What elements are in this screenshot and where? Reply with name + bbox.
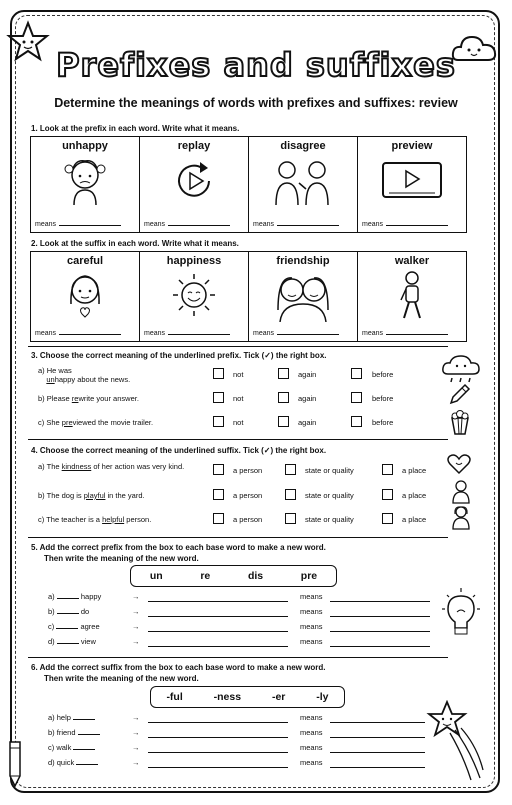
section-divider bbox=[28, 537, 448, 538]
option-a-person: a person bbox=[233, 515, 263, 524]
tick-box[interactable] bbox=[213, 464, 224, 475]
q6-instruction: 6. Add the correct suffix from the box to each base word to make a new word. bbox=[31, 663, 326, 672]
means-label: means bbox=[300, 713, 323, 722]
option-a-person: a person bbox=[233, 466, 263, 475]
q5-item: a) happy bbox=[48, 592, 102, 601]
q3-item-a: a) He was unhappy about the news. bbox=[38, 366, 131, 384]
option-state-or-quality: state or quality bbox=[305, 491, 354, 500]
q6-item: a) help bbox=[48, 713, 95, 722]
arrow: → bbox=[132, 758, 140, 767]
new-word-line[interactable] bbox=[148, 646, 288, 647]
meaning-line[interactable] bbox=[330, 631, 430, 632]
option-state-or-quality: state or quality bbox=[305, 466, 354, 475]
means-label: means bbox=[300, 743, 323, 752]
q2-cell bbox=[358, 252, 467, 342]
q1-cell bbox=[249, 137, 358, 233]
q4-instruction: 4. Choose the correct meaning of the underlined suffix. Tick (✓) the right box. bbox=[31, 446, 327, 455]
suffix-option: -ness bbox=[213, 691, 242, 703]
page-subtitle: Determine the meanings of words with prefixes and suffixes: review bbox=[54, 96, 458, 110]
arrow: → bbox=[132, 592, 140, 601]
video-player-icon bbox=[379, 155, 445, 207]
q6-item: b) friend bbox=[48, 728, 100, 737]
meaning-line[interactable] bbox=[330, 722, 425, 723]
q4-item-a: a) The kindness of her action was very kind. bbox=[38, 462, 185, 471]
option-before: before bbox=[372, 370, 394, 379]
q4-item-b: b) The dog is playful in the yard. bbox=[38, 491, 145, 500]
tick-box[interactable] bbox=[351, 368, 362, 379]
option-a-place: a place bbox=[402, 466, 427, 475]
blank[interactable] bbox=[57, 613, 79, 614]
new-word-line[interactable] bbox=[148, 752, 288, 753]
suffix-option: -er bbox=[271, 691, 286, 703]
q6-item: d) quick bbox=[48, 758, 98, 767]
q1-cell bbox=[31, 137, 140, 233]
pencil-icon bbox=[4, 738, 40, 790]
teacher-icon bbox=[450, 506, 472, 530]
means-label: means bbox=[300, 728, 323, 737]
means-label: means bbox=[300, 607, 323, 616]
child-dog-icon bbox=[450, 480, 472, 504]
blank[interactable] bbox=[57, 643, 79, 644]
new-word-line[interactable] bbox=[148, 737, 288, 738]
option-state-or-quality: state or quality bbox=[305, 515, 354, 524]
q2-word: happiness bbox=[166, 255, 222, 267]
means-field[interactable]: means bbox=[253, 330, 339, 337]
meaning-line[interactable] bbox=[330, 601, 430, 602]
tick-box[interactable] bbox=[213, 368, 224, 379]
means-field[interactable]: means bbox=[144, 330, 230, 337]
q3-item-c: c) She previewed the movie trailer. bbox=[38, 418, 154, 427]
q1-word: disagree bbox=[280, 140, 326, 152]
arrow: → bbox=[132, 728, 140, 737]
meaning-line[interactable] bbox=[330, 767, 425, 768]
arrow: → bbox=[132, 637, 140, 646]
q1-cell bbox=[358, 137, 467, 233]
meaning-line[interactable] bbox=[330, 646, 430, 647]
heart-icon bbox=[446, 452, 472, 476]
tick-box[interactable] bbox=[285, 513, 296, 524]
tick-box[interactable] bbox=[213, 489, 224, 500]
option-not: not bbox=[233, 394, 244, 403]
option-a-place: a place bbox=[402, 491, 427, 500]
means-field[interactable]: means bbox=[35, 330, 121, 337]
new-word-line[interactable] bbox=[148, 616, 288, 617]
arrow: → bbox=[132, 743, 140, 752]
means-field[interactable]: means bbox=[35, 221, 121, 228]
tick-box[interactable] bbox=[278, 368, 289, 379]
q2-word: walker bbox=[394, 255, 430, 267]
q6-instruction-2: Then write the meaning of the new word. bbox=[44, 674, 199, 683]
two-people-disagree-icon bbox=[271, 155, 335, 207]
blank[interactable] bbox=[78, 734, 100, 735]
prefix-word-box bbox=[130, 565, 337, 587]
shooting-star-icon bbox=[425, 700, 485, 782]
section-divider bbox=[28, 346, 448, 347]
q2-instruction: 2. Look at the suffix in each word. Write what it means. bbox=[31, 239, 239, 248]
prefix-option: dis bbox=[247, 570, 264, 582]
tick-box[interactable] bbox=[285, 489, 296, 500]
prefix-option: un bbox=[149, 570, 163, 582]
means-field[interactable]: means bbox=[362, 330, 448, 337]
option-not: not bbox=[233, 370, 244, 379]
means-field[interactable]: means bbox=[253, 221, 339, 228]
tick-box[interactable] bbox=[213, 513, 224, 524]
option-again: again bbox=[298, 418, 317, 427]
q4-item-c: c) The teacher is a helpful person. bbox=[38, 515, 152, 524]
prefix-option: pre bbox=[300, 570, 318, 582]
tick-box[interactable] bbox=[278, 416, 289, 427]
q3-instruction: 3. Choose the correct meaning of the underlined prefix. Tick (✓) the right box. bbox=[31, 351, 327, 360]
prefix-option: re bbox=[200, 570, 211, 582]
means-field[interactable]: means bbox=[362, 221, 448, 228]
tick-box[interactable] bbox=[382, 513, 393, 524]
arrow: → bbox=[132, 622, 140, 631]
tick-box[interactable] bbox=[278, 392, 289, 403]
option-again: again bbox=[298, 394, 317, 403]
q6-item: c) walk bbox=[48, 743, 95, 752]
q5-item: c) agree bbox=[48, 622, 100, 631]
blank[interactable] bbox=[73, 749, 95, 750]
sad-girl-icon bbox=[60, 155, 110, 207]
replay-icon bbox=[169, 155, 219, 207]
q5-instruction: 5. Add the correct prefix from the box to each base word to make a new word. bbox=[31, 543, 326, 552]
q2-word: friendship bbox=[276, 255, 330, 267]
q5-instruction-2: Then write the meaning of the new word. bbox=[44, 554, 199, 563]
q1-instruction: 1. Look at the prefix in each word. Write what it means. bbox=[31, 124, 240, 133]
section-divider bbox=[28, 657, 448, 658]
option-a-person: a person bbox=[233, 491, 263, 500]
q3-item-b: b) Please rewrite your answer. bbox=[38, 394, 139, 403]
suffix-option: -ly bbox=[316, 691, 329, 703]
q2-word: careful bbox=[66, 255, 104, 267]
q1-word: unhappy bbox=[62, 140, 108, 152]
q1-word: preview bbox=[391, 140, 433, 152]
arrow: → bbox=[132, 713, 140, 722]
option-not: not bbox=[233, 418, 244, 427]
walking-boy-icon bbox=[392, 270, 432, 326]
popcorn-icon bbox=[446, 408, 474, 436]
tick-box[interactable] bbox=[213, 416, 224, 427]
blank[interactable] bbox=[56, 628, 78, 629]
q1-word: replay bbox=[177, 140, 211, 152]
means-label: means bbox=[300, 592, 323, 601]
means-label: means bbox=[300, 758, 323, 767]
new-word-line[interactable] bbox=[148, 631, 288, 632]
blank[interactable] bbox=[73, 719, 95, 720]
meaning-line[interactable] bbox=[330, 737, 425, 738]
q2-cell bbox=[249, 252, 358, 342]
pencil-icon bbox=[448, 382, 472, 406]
meaning-line[interactable] bbox=[330, 616, 430, 617]
q2-cell bbox=[31, 252, 140, 342]
page-title: Prefixes and suffixes bbox=[56, 46, 456, 84]
means-field[interactable]: means bbox=[144, 221, 230, 228]
means-label: means bbox=[300, 637, 323, 646]
new-word-line[interactable] bbox=[148, 722, 288, 723]
lightbulb-icon bbox=[440, 588, 482, 642]
section-divider bbox=[28, 439, 448, 440]
meaning-line[interactable] bbox=[330, 752, 425, 753]
means-label: means bbox=[300, 622, 323, 631]
careful-girl-icon bbox=[60, 270, 110, 322]
blank[interactable] bbox=[57, 598, 79, 599]
tick-box[interactable] bbox=[285, 464, 296, 475]
arrow: → bbox=[132, 607, 140, 616]
tick-box[interactable] bbox=[213, 392, 224, 403]
q1-word-grid bbox=[30, 136, 467, 233]
new-word-line[interactable] bbox=[148, 767, 288, 768]
option-before: before bbox=[372, 394, 394, 403]
q5-item: b) do bbox=[48, 607, 90, 616]
new-word-line[interactable] bbox=[148, 601, 288, 602]
option-before: before bbox=[372, 418, 394, 427]
two-friends-icon bbox=[270, 270, 336, 322]
q1-cell bbox=[140, 137, 249, 233]
q2-word-grid bbox=[30, 251, 467, 342]
tick-box[interactable] bbox=[382, 489, 393, 500]
q5-item: d) view bbox=[48, 637, 96, 646]
option-a-place: a place bbox=[402, 515, 427, 524]
smiling-sun-icon bbox=[164, 270, 224, 322]
q2-cell bbox=[140, 252, 249, 342]
suffix-word-box bbox=[150, 686, 345, 708]
option-again: again bbox=[298, 370, 317, 379]
tick-box[interactable] bbox=[351, 392, 362, 403]
tick-box[interactable] bbox=[382, 464, 393, 475]
blank[interactable] bbox=[76, 764, 98, 765]
suffix-option: -ful bbox=[166, 691, 183, 703]
tick-box[interactable] bbox=[351, 416, 362, 427]
